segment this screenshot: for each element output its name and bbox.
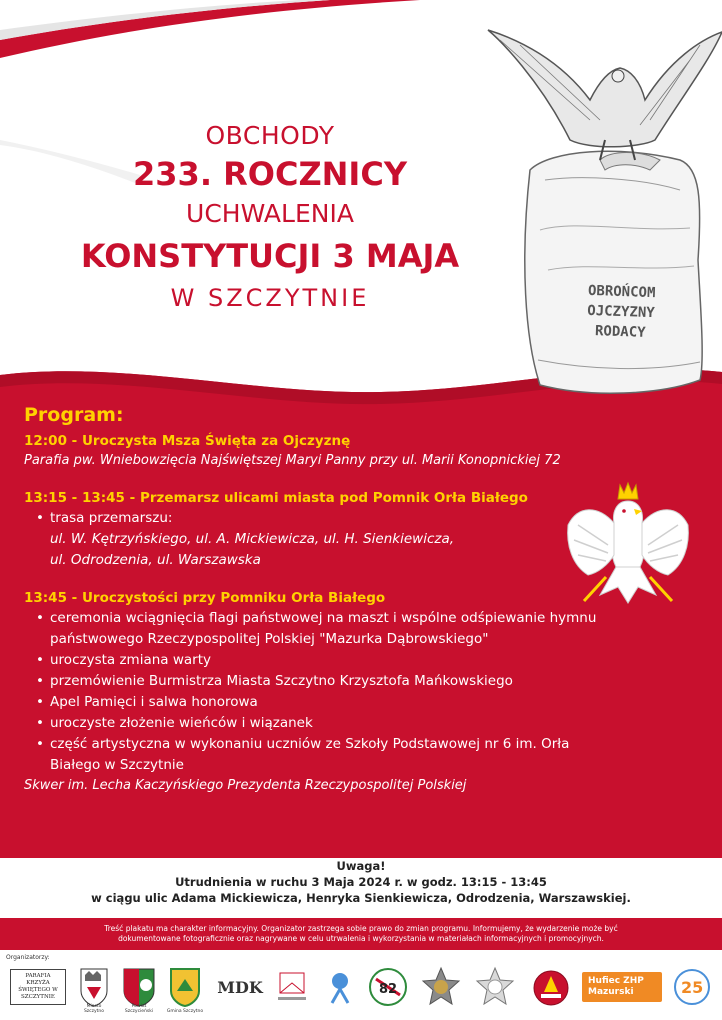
heading-line-uchwalenia: UCHWALENIA <box>186 199 354 228</box>
inscription-line: RODACY <box>594 323 646 341</box>
disclaimer-line: dokumentowane fotograficznie oraz nagrywane w celu utrwalenia i wykorzystania w materiałach informacyjnych i promocyjnych. <box>118 934 604 943</box>
monument-inscription <box>535 279 707 345</box>
police-star-icon <box>418 962 464 1012</box>
guard-star-icon <box>472 962 518 1012</box>
inscription-line: OJCZYZNY <box>587 302 655 322</box>
event-bullets <box>36 608 704 776</box>
school-82-logo-icon <box>366 962 410 1012</box>
disclaimer-bar <box>0 918 722 950</box>
heading-line-szczytnie: W SZCZYTNIE <box>170 284 370 312</box>
monument-icon <box>525 151 702 393</box>
notice-line: Utrudnienia w ruchu 3 Maja 2024 r. w godz. 13:15 - 13:45 <box>175 875 547 889</box>
list-item: • trasa przemarszu: <box>36 508 704 529</box>
event-block <box>24 431 704 471</box>
district-name: Powiat Szczycieński <box>124 1004 154 1014</box>
notice-title: Uwaga! <box>336 859 386 873</box>
heading-line-obchody: OBCHODY <box>205 121 335 150</box>
program-title: Program: <box>24 404 124 426</box>
list-item: • część artystyczna w wykonaniu uczniów ze Szkoły Podstawowej nr 6 im. Orła Białego w Szczytnie <box>36 734 596 776</box>
fire-brigade-logo-icon <box>528 962 574 1012</box>
hufiec-zhp-logo <box>582 962 662 1012</box>
anniversary-25-logo-icon <box>670 962 714 1012</box>
notice-line: w ciągu ulic Adama Mickiewicza, Henryka Sienkiewicza, Odrodzenia, Warszawskiej. <box>91 891 631 905</box>
event-place: Skwer im. Lecha Kaczyńskiego Prezydenta Rzeczypospolitej Polskiej <box>24 778 467 793</box>
town-crest-icon <box>76 962 112 1012</box>
event-block <box>24 588 704 796</box>
program-section <box>24 404 704 813</box>
heading-line-rocznicy: 233. ROCZNICY <box>133 155 407 193</box>
list-item: • uroczysta zmiana warty <box>36 650 656 671</box>
event-block <box>24 488 704 571</box>
event-place: Parafia pw. Wniebowzięcia Najświętszej Maryi Panny przy ul. Marii Konopnickiej 72 <box>24 453 561 468</box>
sport-club-logo-icon <box>320 962 360 1012</box>
poster-heading <box>0 118 540 318</box>
hufiec-text: Hufiec ZHP Mazurski <box>582 972 662 1002</box>
mdk-text: MDK <box>217 977 263 997</box>
heading-line-konstytucji: KONSTYTUCJI 3 MAJA <box>80 237 460 275</box>
event-bullets <box>36 508 704 529</box>
list-item: • przemówienie Burmistrza Miasta Szczytno Krzysztofa Mańkowskiego <box>36 671 656 692</box>
list-item: • uroczyste złożenie wieńców i wiązanek <box>36 713 656 734</box>
route-line: ul. Odrodzenia, ul. Warszawska <box>50 552 261 568</box>
route-list <box>50 529 704 571</box>
district-crest-icon <box>118 962 160 1012</box>
library-logo-icon <box>272 962 312 1012</box>
mdk-logo <box>216 962 264 1012</box>
disclaimer-line: Treść plakatu ma charakter informacyjny. Organizator zastrzega sobie prawo do zmian programu. Informujemy, że wydarzenie może być <box>104 924 618 933</box>
parish-name: PARAFIA KRZYŻA ŚWIĘTEGO W SZCZYTNIE <box>10 969 66 1005</box>
organizers-label: Organizatorzy: <box>6 954 50 961</box>
event-title: 13:45 - Uroczystości przy Pomniku Orła Białego <box>24 590 386 606</box>
town-name: Miasto Szczytno <box>83 1004 105 1014</box>
traffic-notice <box>0 858 722 906</box>
organizers-strip <box>0 950 722 1020</box>
inscription-line: OBROŃCOM <box>587 282 656 302</box>
svg-text:82: 82 <box>379 982 398 997</box>
event-title: 12:00 - Uroczysta Msza Święta za Ojczyznę <box>24 433 351 449</box>
list-item: • ceremonia wciągnięcia flagi państwowej na maszt i wspólne odśpiewanie hymnu państwowego Rzeczypospolitej Polskiej "Mazurka Dąbrowskiego" <box>36 608 656 650</box>
commune-name: Gmina Szczytno <box>166 1009 204 1014</box>
event-title: 13:15 - 13:45 - Przemarsz ulicami miasta pod Pomnik Orła Białego <box>24 490 528 506</box>
list-item: • Apel Pamięci i salwa honorowa <box>36 692 656 713</box>
commune-crest-icon <box>166 962 204 1012</box>
route-line: ul. W. Kętrzyńskiego, ul. A. Mickiewicza, ul. H. Sienkiewicza, <box>50 531 455 547</box>
svg-text:25: 25 <box>681 978 704 997</box>
parish-logo <box>6 962 70 1012</box>
